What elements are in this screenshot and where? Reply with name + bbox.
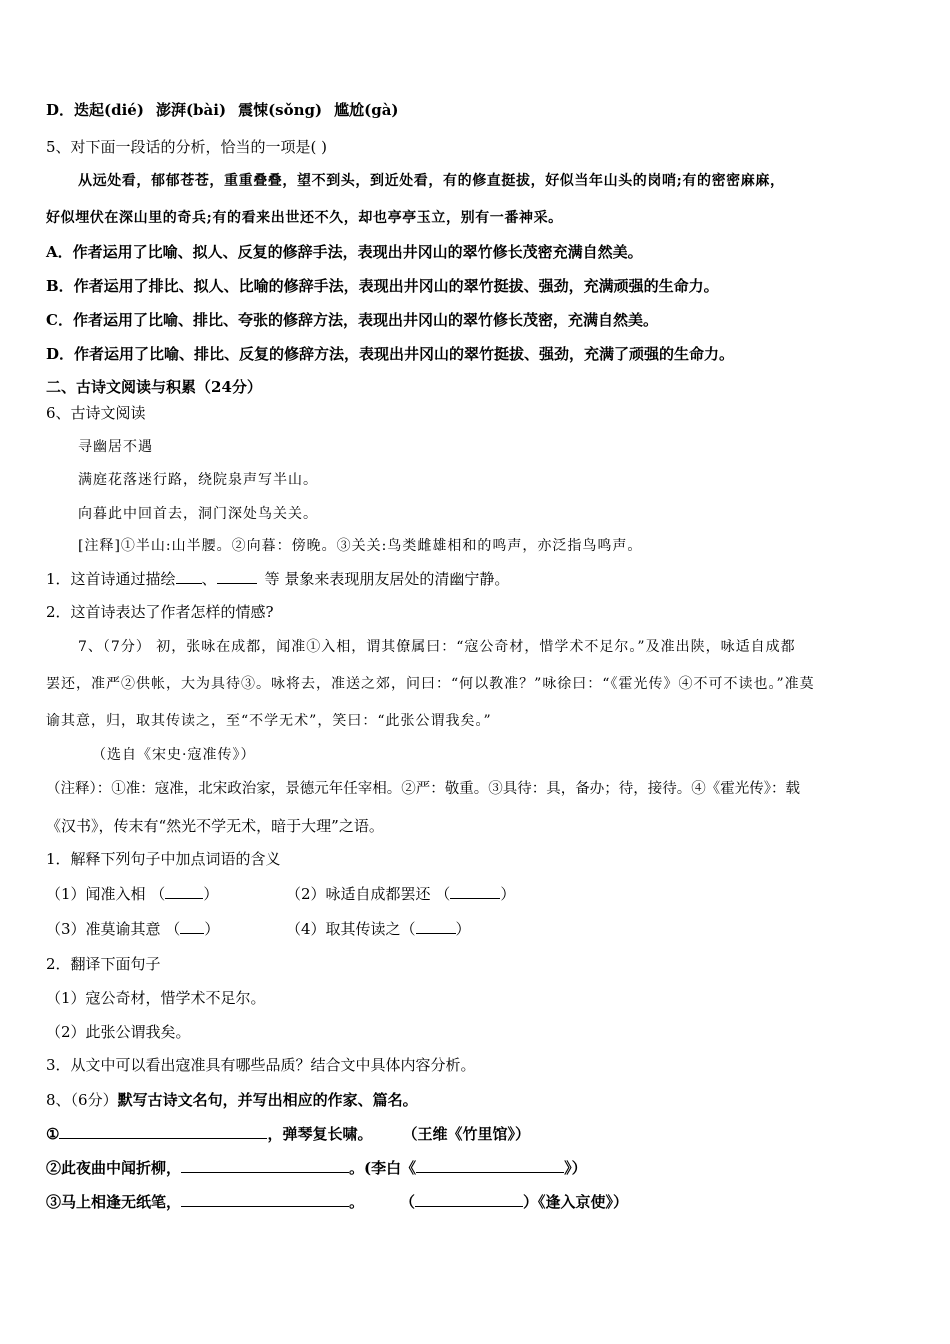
- q7-vocab-row-2: [46, 918, 910, 940]
- q7-vocab-item-1: （1）闻准入相 （: [46, 885, 166, 903]
- q7-sub-question-2: 2．翻译下面句子: [46, 955, 161, 973]
- q7-vocab-item-2: （2）咏适自成都罢还 （: [286, 885, 451, 903]
- q6-stem: 6、古诗文阅读: [46, 404, 146, 422]
- q7-source: （选自《宋史·寇准传》）: [92, 747, 256, 763]
- q6-sub-question-2: 2．这首诗表达了作者怎样的情感?: [46, 603, 274, 621]
- q4-option-d: [46, 99, 910, 121]
- q7-sub-question-3: 3．从文中可以看出寇准具有哪些品质？结合文中具体内容分析。: [46, 1056, 476, 1074]
- answer-blank[interactable]: [181, 1192, 349, 1207]
- q8-stem-number: 8、（6分）: [46, 1091, 118, 1109]
- q8-row-2: [46, 1157, 910, 1179]
- q8-row-3-source: ）《逢入京使》）: [523, 1193, 629, 1211]
- q7-vocab-item-2-wrap: [286, 883, 515, 905]
- q4-option-d-item: 澎湃(bài): [155, 101, 227, 119]
- q7-sub-question-1: 1．解释下列句子中加点词语的含义: [46, 850, 281, 868]
- q5-option-d: D．作者运用了比喻、排比、反复的修辞方法，表现出井冈山的翠竹挺拔、强劲，充满了顽强的生命力。: [46, 345, 735, 363]
- q4-option-d-item: 尴尬(gà): [334, 101, 399, 119]
- answer-blank[interactable]: [59, 1124, 267, 1139]
- q7-note-line-1: （注释）：①准：寇准，北宋政治家，景德元年任宰相。②严：敬重。③具待：具，备办；待，接待。④《霍光传》：载: [46, 781, 800, 797]
- answer-blank[interactable]: [416, 1158, 564, 1173]
- q8-row-2-close: 》）: [564, 1159, 587, 1177]
- q4-option-d-item: 震悚(sǒng): [238, 101, 323, 119]
- q5-stem: 5、对下面一段话的分析，恰当的一项是( ): [46, 138, 328, 156]
- q8-row-1: [46, 1123, 910, 1145]
- q6-poem-line-1: 满庭花落迷行路，绕院泉声写半山。: [78, 472, 318, 488]
- q7-translate-2: （2）此张公谓我矣。: [46, 1023, 191, 1041]
- q7-passage-line-3: 谕其意，归，取其传读之，至“不学无术”，笑曰：“此张公谓我矣。”: [46, 713, 492, 729]
- q8-row-1-text: ，弹琴复长啸。: [267, 1125, 373, 1143]
- answer-blank[interactable]: [181, 1158, 349, 1173]
- q8-row-2-source: 。(李白《: [349, 1159, 417, 1177]
- q5-passage-line-2: 好似埋伏在深山里的奇兵;有的看来出世还不久，却也亭亭玉立，别有一番神采。: [46, 210, 563, 226]
- q6-sub1-separator: 、: [201, 570, 217, 588]
- q6-sub1-text: 1．这首诗通过描绘: [46, 570, 176, 588]
- q7-passage-line-2: 罢还，准严②供帐，大为具待③。咏将去，准送之郊，问曰：“何以教准？”咏徐曰：“《霍光传》④不可不读也。”准莫: [46, 676, 815, 692]
- q8-row-3-period: 。: [349, 1193, 365, 1211]
- q8-row-3-text: ③马上相逢无纸笔，: [46, 1193, 182, 1211]
- q7-translate-1: （1）寇公奇材，惜学术不足尔。: [46, 989, 266, 1007]
- q7-passage-line-1: 7、（7分） 初，张咏在成都，闻准①入相，谓其僚属曰：“寇公奇材，惜学术不足尔。”及准出陕，咏适自成都: [78, 639, 796, 655]
- q6-sub1-text: 等 景象来表现朋友居处的清幽宁静。: [264, 570, 510, 588]
- q7-vocab-item-4: （4）取其传读之（: [286, 920, 416, 938]
- close-paren: ）: [455, 920, 471, 938]
- q8-row-1-marker: ①: [46, 1125, 60, 1143]
- q8-stem: [46, 1089, 910, 1111]
- answer-blank[interactable]: [176, 569, 202, 584]
- close-paren: ）: [204, 920, 220, 938]
- q7-vocab-item-4-wrap: [286, 918, 471, 940]
- q5-option-b: B．作者运用了排比、拟人、比喻的修辞手法，表现出井冈山的翠竹挺拔、强劲，充满顽强的生命力。: [46, 277, 719, 295]
- close-paren: ）: [203, 885, 219, 903]
- q6-poem-title: 寻幽居不遇: [78, 439, 153, 455]
- section-2-title: 二、古诗文阅读与积累（24分）: [46, 378, 262, 396]
- q6-poem-line-2: 向暮此中回首去，洞门深处鸟关关。: [78, 506, 318, 522]
- answer-blank[interactable]: [217, 569, 257, 584]
- close-paren: ）: [500, 885, 516, 903]
- q8-row-2-text: ②此夜曲中闻折柳，: [46, 1159, 182, 1177]
- q4-option-d-item: 迭起(dié): [74, 101, 144, 119]
- q6-sub-question-1: [46, 568, 910, 590]
- answer-blank[interactable]: [415, 1192, 523, 1207]
- q7-vocab-item-3: （3）准莫谕其意 （: [46, 920, 181, 938]
- q6-note: [注释]①半山:山半腰。②向暮：傍晚。③关关:鸟类雌雄相和的鸣声，亦泛指鸟鸣声。: [78, 538, 643, 554]
- q8-row-3-open: （: [400, 1193, 416, 1211]
- q5-passage-line-1: 从远处看，郁郁苍苍，重重叠叠，望不到头，到近处看，有的修直挺拔，好似当年山头的岗哨;有的密密麻麻，: [78, 173, 785, 189]
- answer-blank[interactable]: [165, 884, 203, 899]
- q7-vocab-row-1: [46, 883, 910, 905]
- answer-blank[interactable]: [180, 919, 204, 934]
- answer-blank[interactable]: [416, 919, 456, 934]
- q7-note-line-2: 《汉书》，传末有“然光不学无术，暗于大理”之语。: [46, 817, 384, 835]
- q5-option-a: A．作者运用了比喻、拟人、反复的修辞手法，表现出井冈山的翠竹修长茂密充满自然美。: [46, 243, 643, 261]
- q8-row-1-source: （王维《竹里馆》）: [402, 1125, 530, 1143]
- q5-option-c: C．作者运用了比喻、排比、夸张的修辞方法，表现出井冈山的翠竹修长茂密，充满自然美。: [46, 311, 658, 329]
- q8-row-3: [46, 1191, 910, 1213]
- q4-option-d-label: D．: [46, 101, 75, 119]
- answer-blank[interactable]: [450, 884, 500, 899]
- q8-stem-text: 默写古诗文名句，并写出相应的作家、篇名。: [117, 1091, 418, 1109]
